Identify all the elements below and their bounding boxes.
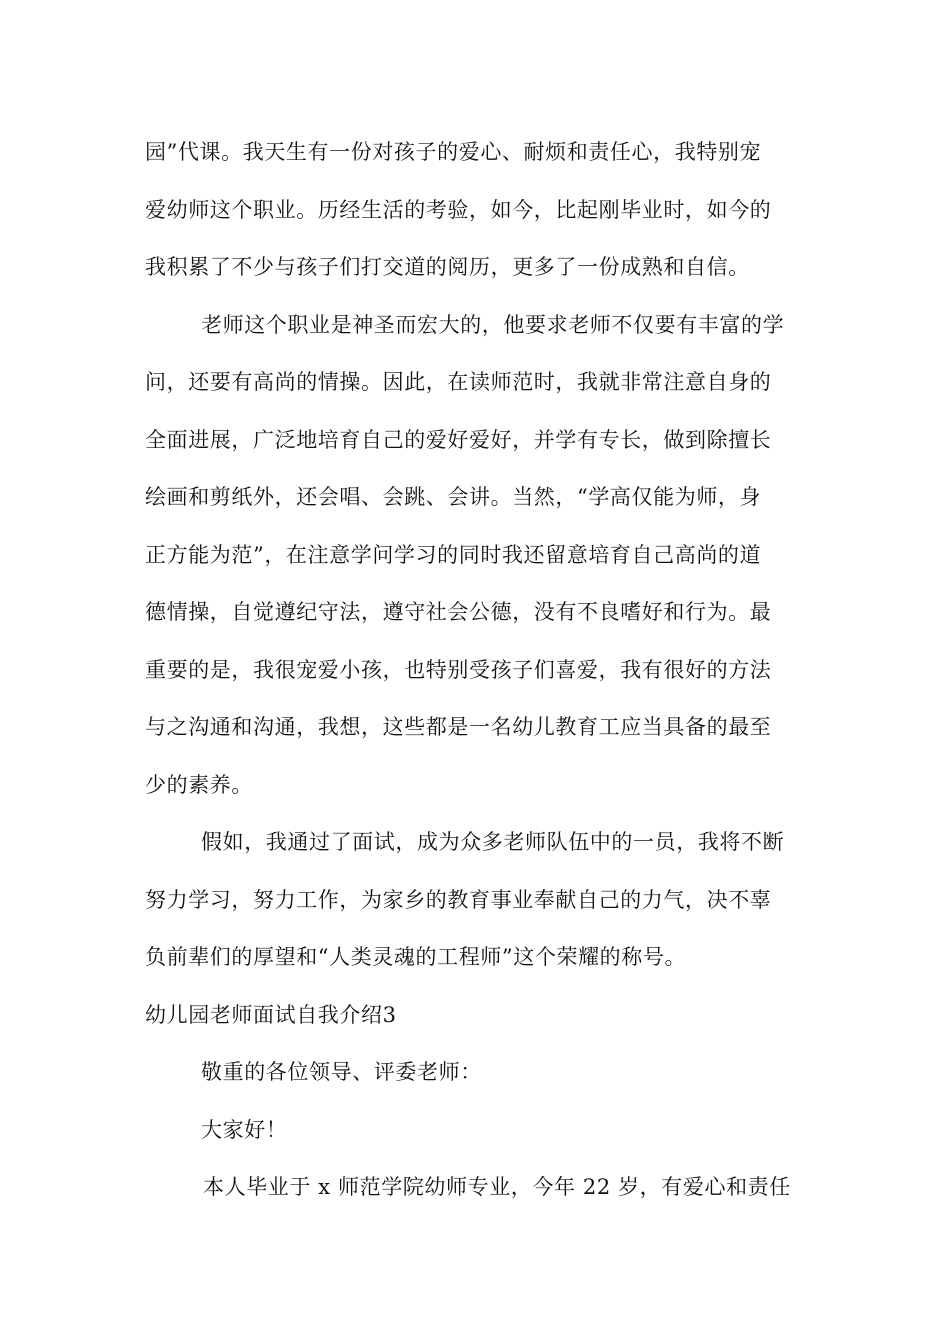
paragraph-line: 少的素养。 bbox=[145, 773, 253, 797]
paragraph-line: 正方能为范”，在注意学问学习的同时我还留意培育自己高尚的道 bbox=[145, 543, 762, 567]
paragraph-line: 假如，我通过了面试，成为众多老师队伍中的一员，我将不断 bbox=[201, 830, 785, 854]
paragraph-line: 本人毕业于 x 师范学院幼师专业，今年 22 岁，有爱心和责任 bbox=[203, 1175, 791, 1199]
paragraph-line: 问，还要有高尚的情操。因此，在读师范时，我就非常注意自身的 bbox=[145, 370, 772, 394]
salutation-line: 敬重的各位领导、评委老师： bbox=[201, 1060, 482, 1084]
paragraph-line: 我积累了不少与孩子们打交道的阅历，更多了一份成熟和自信。 bbox=[145, 255, 750, 279]
paragraph-line: 负前辈们的厚望和“人类灵魂的工程师”这个荣耀的称号。 bbox=[145, 945, 687, 969]
section-heading: 幼儿园老师面试自我介绍3 bbox=[145, 1003, 397, 1027]
paragraph-line: 爱幼师这个职业。历经生活的考验，如今，比起刚毕业时，如今的 bbox=[145, 198, 772, 222]
paragraph-line: 园”代课。我天生有一份对孩子的爱心、耐烦和责任心，我特别宠 bbox=[145, 140, 762, 164]
paragraph-line: 努力学习，努力工作，为家乡的教育事业奉献自己的力气，决不辜 bbox=[145, 888, 772, 912]
paragraph-line: 与之沟通和沟通，我想，这些都是一名幼儿教育工应当具备的最至 bbox=[145, 715, 772, 739]
paragraph-line: 老师这个职业是神圣而宏大的，他要求老师不仅要有丰富的学 bbox=[201, 313, 785, 337]
greeting-line: 大家好！ bbox=[201, 1118, 288, 1142]
paragraph-line: 绘画和剪纸外，还会唱、会跳、会讲。当然，“学高仅能为师，身 bbox=[145, 485, 762, 509]
paragraph-line: 重要的是，我很宠爱小孩，也特别受孩子们喜爱，我有很好的方法 bbox=[145, 658, 772, 682]
paragraph-line: 全面进展，广泛地培育自己的爱好爱好，并学有专长，做到除擅长 bbox=[145, 428, 772, 452]
paragraph-line: 德情操，自觉遵纪守法，遵守社会公德，没有不良嗜好和行为。最 bbox=[145, 600, 772, 624]
